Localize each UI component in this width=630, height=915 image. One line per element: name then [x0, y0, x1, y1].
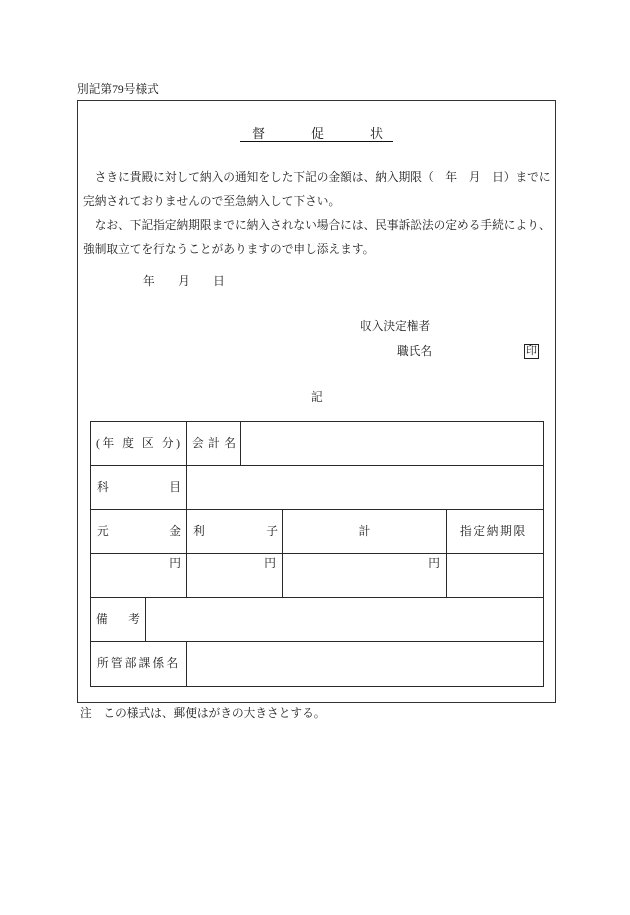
issuer-name-label: 職氏名: [397, 345, 433, 358]
account-name-cell: [186, 421, 241, 466]
footnote: 注 この様式は、郵便はがきの大きさとする。: [80, 707, 326, 720]
item-label: 科 目: [97, 480, 181, 494]
notice-line-3: なお、下記指定納期限までに納入されない場合には、民事訴訟法の定める手続により、: [83, 219, 551, 232]
due-date-cell: [446, 509, 544, 554]
department-label: 所管部課係名: [97, 657, 181, 670]
principal-label: 元 金: [97, 524, 181, 538]
document-title: 督 促 状: [252, 126, 383, 141]
fiscal-year-label: (年 度 区 分): [96, 436, 180, 450]
remarks-label: 備 考: [96, 612, 140, 626]
account-name-field: [240, 421, 544, 466]
department-field: [186, 641, 544, 687]
yen-unit: 円: [428, 557, 440, 570]
due-date-field: [446, 553, 544, 598]
issuer-role-label: 収入決定権者: [360, 320, 431, 333]
date-line: 年 月 日: [143, 275, 225, 288]
remarks-cell: [90, 597, 146, 642]
seal-mark: 印: [526, 345, 537, 357]
principal-amount-field: [90, 553, 187, 598]
item-field: [186, 465, 544, 510]
fiscal-year-cell: [90, 421, 187, 466]
notice-line-1: さきに貴殿に対して納入の通知をした下記の金額は、納入期限（ 年 月 日）までに: [83, 171, 551, 184]
total-amount-field: [282, 553, 447, 598]
department-cell: [90, 641, 187, 687]
account-name-label: 会 計 名: [192, 436, 236, 450]
notice-line-2: 完納されておりませんので至急納入して下さい。: [83, 195, 341, 208]
total-label: 計: [358, 524, 371, 538]
ki-heading: 記: [311, 391, 323, 404]
total-cell: [282, 509, 447, 554]
interest-cell: [186, 509, 283, 554]
interest-label: 利 子: [193, 524, 278, 538]
yen-unit: 円: [264, 557, 276, 570]
principal-cell: [90, 509, 187, 554]
due-date-label: 指定納期限: [460, 524, 527, 538]
item-cell: [90, 465, 187, 510]
notice-line-4: 強制取立てを行なうことがありますので申し添えます。: [83, 243, 375, 256]
interest-amount-field: [186, 553, 283, 598]
form-code-label: 別記第79号様式: [77, 83, 159, 96]
title-underline: [240, 141, 393, 142]
remarks-field: [145, 597, 544, 642]
yen-unit: 円: [169, 557, 181, 570]
